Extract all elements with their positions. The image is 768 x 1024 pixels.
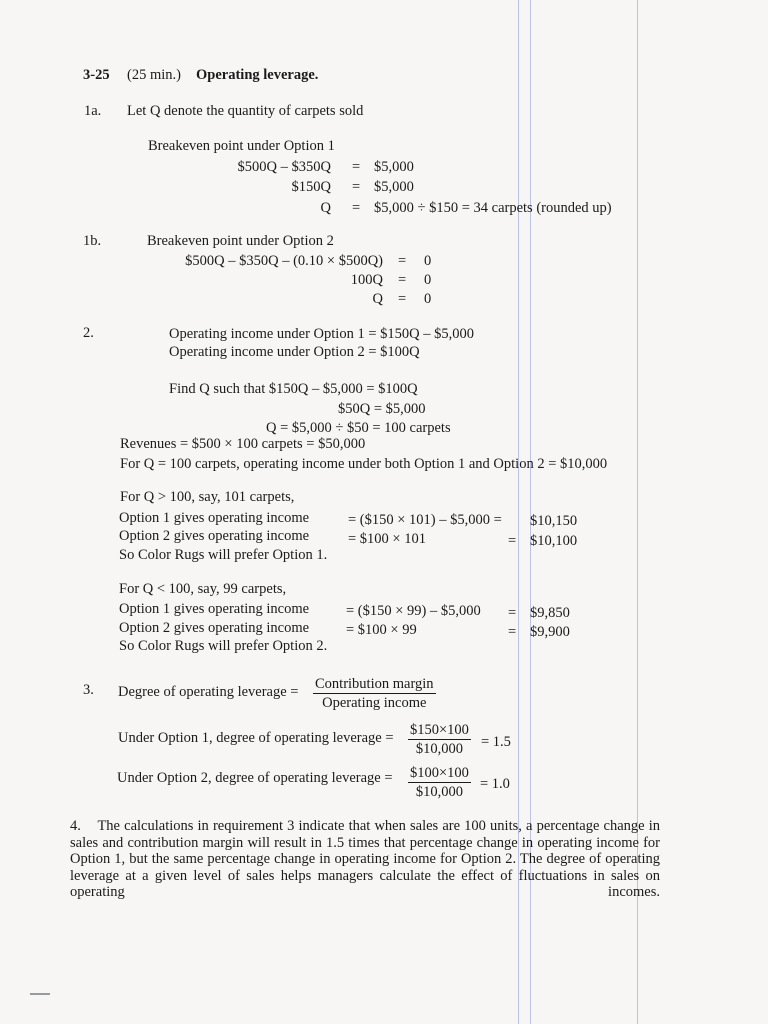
find-q-line: Q = $5,000 ÷ $50 = 100 carpets [266,420,451,436]
equals-sign: = [508,605,517,621]
equation-lhs: Q [372,291,383,307]
find-q-line: Find Q such that $150Q – $5,000 = $100Q [169,381,418,397]
scan-mark [30,993,50,995]
option-2-label: Option 2 gives operating income [119,528,310,544]
revenues-line: Revenues = $500 × 100 carpets = $50,000 [120,436,366,452]
option-2-label: Option 2 gives operating income [119,620,310,636]
part-4-text: The calculations in requirement 3 indicate that when sales are 100 units, a percentage change in sales and contribution margin will result in 1.5 times that percentage change in operating income for Option 1, but the same percentage change in operating income for Option 2. The degree of operating leverage at a given level of sales helps managers calculate the effect of fluctuations in sales on operating incomes. [70,818,661,900]
operating-income-line: Operating income under Option 1 = $150Q – $5,000 [169,326,474,342]
part-2-label: 2. [83,325,94,341]
dol-fraction [313,675,436,712]
operating-income-line: Operating income under Option 2 = $100Q [169,344,420,360]
part-1a-heading: Breakeven point under Option 1 [148,138,335,154]
equation-rhs: 0 [424,272,432,288]
equation-rhs: $5,000 [374,159,414,175]
part-1b-label: 1b. [83,233,102,249]
equation-rhs: $5,000 ÷ $150 = 34 carpets (rounded up) [374,200,612,216]
equation-lhs: $500Q – $350Q – (0.10 × $500Q) [185,253,383,269]
equals-sign: = [352,179,361,195]
equation-lhs: $150Q [291,179,331,195]
equation-lhs: 100Q [350,272,383,288]
option-1-dol-text: Under Option 1, degree of operating leverage = [118,730,394,746]
option-1-value: $10,150 [530,513,578,529]
equals-sign: = [398,272,407,288]
option-1-calc: = ($150 × 99) – $5,000 [346,603,481,619]
dol-definition: Degree of operating leverage = [118,684,299,700]
part-4-label: 4. [70,818,81,834]
option-2-value: $9,900 [530,624,570,640]
option-1-dol-result: = 1.5 [481,734,511,750]
option-2-dol-result: = 1.0 [480,776,510,792]
option-2-calc: = $100 × 99 [346,622,417,638]
case-above-intro: For Q > 100, say, 101 carpets, [120,489,295,505]
equals-sign: = [352,159,361,175]
part-1a-label: 1a. [84,103,102,119]
equals-sign: = [508,533,517,549]
part-1b-heading: Breakeven point under Option 2 [147,233,334,249]
option-2-dol-fraction [408,764,471,801]
option-1-value: $9,850 [530,605,570,621]
option-1-dol-fraction [408,721,471,758]
equals-sign: = [398,291,407,307]
fraction-denominator: $10,000 [415,784,464,800]
equation-rhs: 0 [424,291,432,307]
fraction-denominator: Operating income [322,695,427,711]
equation-lhs: Q [320,200,331,216]
fraction-numerator: Contribution margin [315,676,434,692]
option-1-label: Option 1 gives operating income [119,601,310,617]
equation-rhs: $5,000 [374,179,414,195]
part-4-paragraph [70,818,660,917]
fraction-numerator: $100×100 [410,765,469,781]
option-2-value: $10,100 [530,533,578,549]
problem-number: 3-25 [83,67,110,83]
find-q-line: $50Q = $5,000 [338,401,426,417]
fraction-numerator: $150×100 [410,722,469,738]
option-2-dol-text: Under Option 2, degree of operating leverage = [117,770,393,786]
option-1-label: Option 1 gives operating income [119,510,310,526]
option-2-calc: = $100 × 101 [348,531,426,547]
equals-sign: = [352,200,361,216]
equation-lhs: $500Q – $350Q [237,159,331,175]
option-1-calc: = ($150 × 101) – $5,000 = [348,512,502,528]
part-1a-intro: Let Q denote the quantity of carpets sold [127,103,364,119]
case-above-conclusion: So Color Rugs will prefer Option 1. [119,547,328,563]
equation-rhs: 0 [424,253,432,269]
case-below-conclusion: So Color Rugs will prefer Option 2. [119,638,328,654]
equals-sign: = [508,624,517,640]
part-3-label: 3. [83,682,94,698]
problem-time: (25 min.) [127,67,181,83]
case-below-intro: For Q < 100, say, 99 carpets, [119,581,287,597]
problem-title: Operating leverage. [196,67,319,83]
equals-sign: = [398,253,407,269]
fraction-denominator: $10,000 [415,741,464,757]
indifference-line: For Q = 100 carpets, operating income under both Option 1 and Option 2 = $10,000 [120,456,608,472]
